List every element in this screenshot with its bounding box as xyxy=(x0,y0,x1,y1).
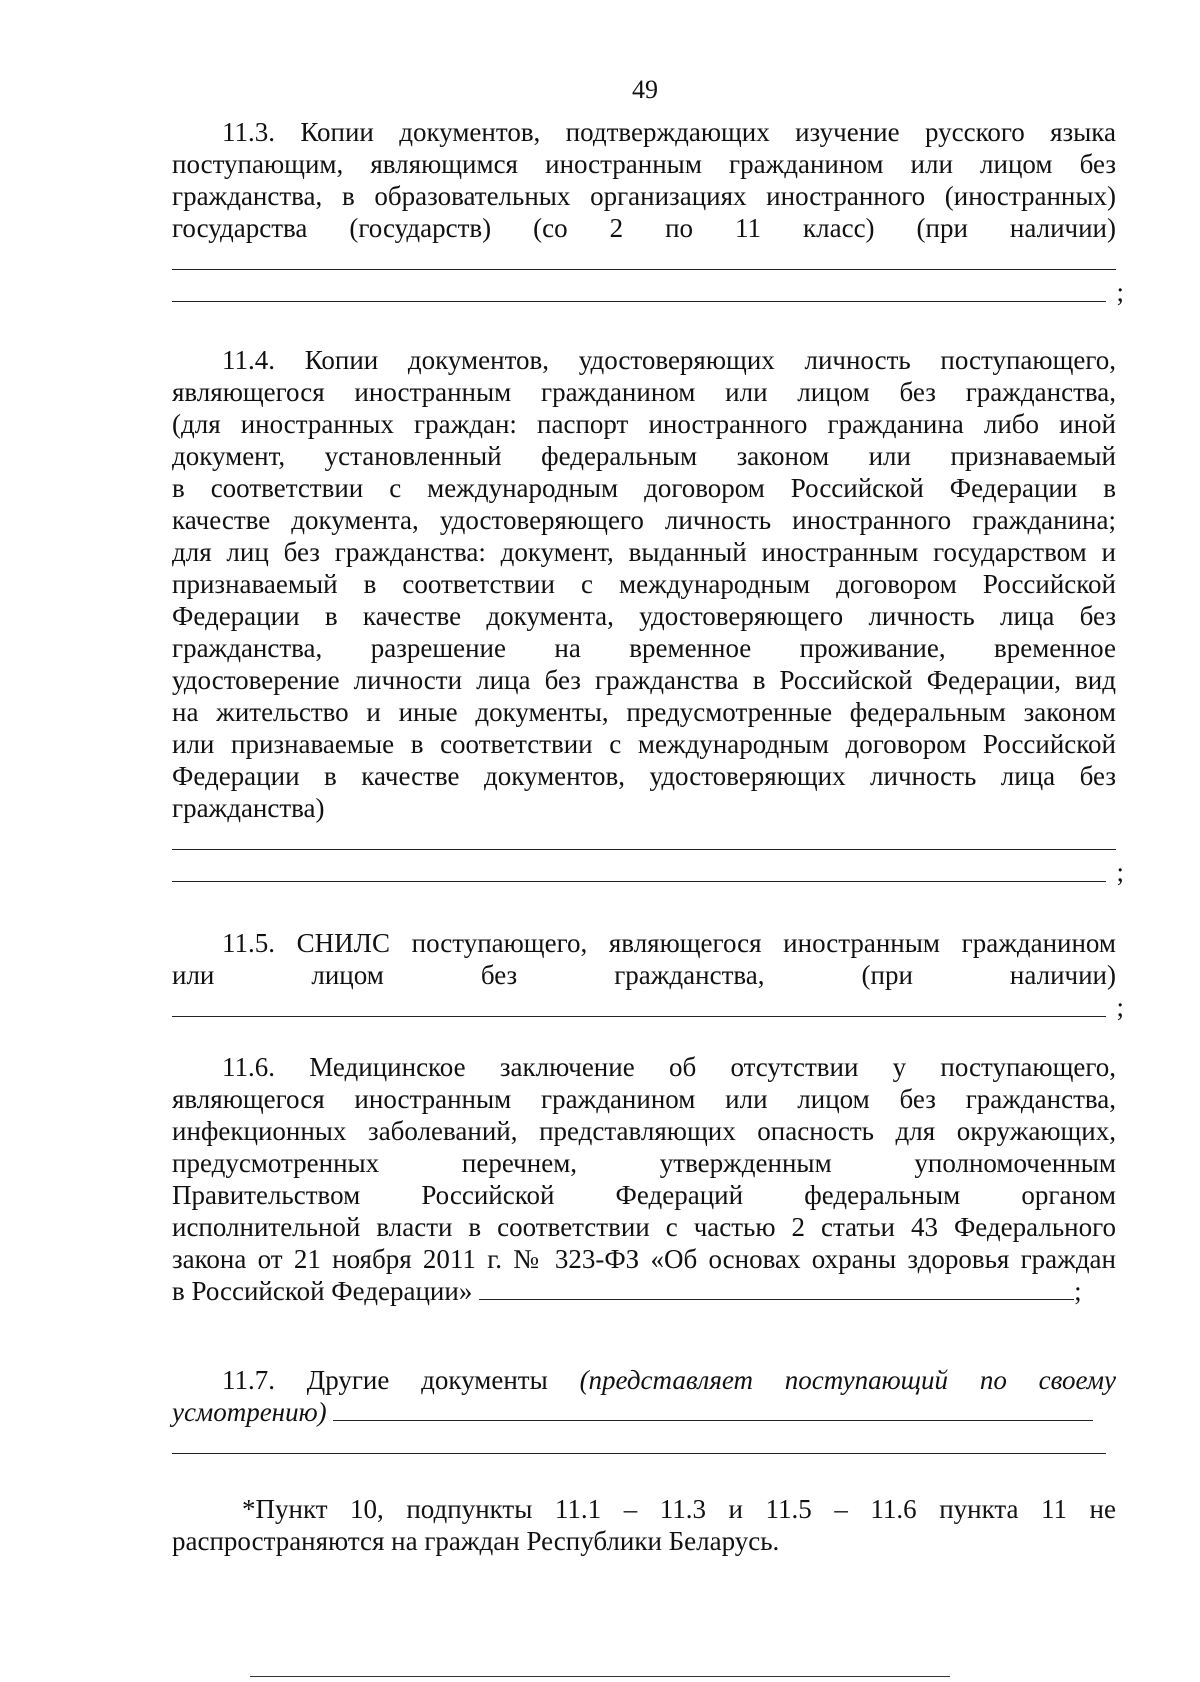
section-11-3 xyxy=(172,116,1124,308)
s114-line-12: на жительство и иные документы, предусмотренные федеральным законом xyxy=(172,697,1116,727)
page-number: 49 xyxy=(632,75,658,104)
s116-line-7: закона от 21 ноября 2011 г. № 323-ФЗ «Об основах охраны здоровья граждан xyxy=(172,1244,1116,1274)
s114-line-5: в соответствии с международным договором Российской Федерации в xyxy=(172,473,1116,503)
s117-italic-2: усмотрению) xyxy=(172,1397,327,1427)
s117-line-2 xyxy=(172,1396,1116,1428)
s115-line-2: или лицом без гражданства, (при наличии) xyxy=(172,960,1116,990)
s117-italic-1: (представляет поступающий по своему xyxy=(579,1365,1116,1395)
s116-semicolon: ; xyxy=(1074,1276,1082,1306)
section-11-6 xyxy=(172,1051,1116,1307)
s113-fill-line-2[interactable] xyxy=(172,276,1124,308)
s116-line-6: исполнительной власти в соответствии с частью 2 статьи 43 Федерального xyxy=(172,1212,1116,1242)
s115-semicolon: ; xyxy=(1116,992,1124,1022)
s114-line-14: Федерации в качестве документов, удостоверяющих личность лица без xyxy=(172,761,1116,791)
s114-line-10: гражданства, разрешение на временное проживание, временное xyxy=(172,633,1116,663)
s114-fill-line-2[interactable] xyxy=(172,856,1124,888)
s116-line-1: 11.6. Медицинское заключение об отсутствии у поступающего, xyxy=(222,1052,1116,1082)
s113-fill-line-1[interactable] xyxy=(172,244,1116,276)
s117-fill-line-2[interactable] xyxy=(172,1428,1116,1460)
s114-line-2: являющегося иностранным гражданином или лицом без гражданства, xyxy=(172,377,1116,407)
footnote-line-1: *Пункт 10, подпункты 11.1 – 11.3 и 11.5 – 11.6 пункта 11 не xyxy=(242,1494,1116,1524)
section-11-5 xyxy=(172,927,1124,1023)
s117-lead: 11.7. Другие документы xyxy=(222,1365,548,1395)
s114-line-15: гражданства) xyxy=(172,793,325,823)
s117-fill-line-1[interactable] xyxy=(333,1398,1093,1421)
s114-line-3: (для иностранных граждан: паспорт иностранного гражданина либо иной xyxy=(172,409,1116,439)
section-11-7 xyxy=(172,1364,1116,1460)
s114-line-4: документ, установленный федеральным законом или признаваемый xyxy=(172,441,1116,471)
bottom-divider xyxy=(250,1676,950,1677)
s116-line-8 xyxy=(172,1275,1116,1307)
footnote-line-2: распространяются на граждан Республики Беларусь. xyxy=(172,1526,780,1556)
s114-line-7: для лиц без гражданства: документ, выданный иностранным государством и xyxy=(172,537,1116,567)
s115-fill-line[interactable] xyxy=(172,991,1124,1023)
s116-line-8-text: в Российской Федерации» xyxy=(172,1276,473,1306)
section-11-4 xyxy=(172,344,1124,888)
s116-fill-line[interactable] xyxy=(479,1277,1074,1300)
s113-line-3: гражданства, в образовательных организациях иностранного (иностранных) xyxy=(172,181,1116,211)
s114-semicolon: ; xyxy=(1116,857,1124,887)
s116-line-5: Правительством Российской Федераций федеральным органом xyxy=(172,1180,1116,1210)
s114-line-9: Федерации в качестве документа, удостоверяющего личность лица без xyxy=(172,601,1116,631)
s114-fill-line-1[interactable] xyxy=(172,824,1116,856)
s114-line-11: удостоверение личности лица без гражданства в Российской Федерации, вид xyxy=(172,665,1116,695)
footnote xyxy=(172,1493,1116,1557)
s116-line-2: являющегося иностранным гражданином или лицом без гражданства, xyxy=(172,1084,1116,1114)
s114-line-1: 11.4. Копии документов, удостоверяющих личность поступающего, xyxy=(222,345,1116,375)
s114-line-6: качестве документа, удостоверяющего личность иностранного гражданина; xyxy=(172,505,1116,535)
s117-line-1 xyxy=(172,1364,1116,1396)
s116-line-3: инфекционных заболеваний, представляющих опасность для окружающих, xyxy=(172,1116,1116,1146)
s113-line-2: поступающим, являющимся иностранным гражданином или лицом без xyxy=(172,149,1116,179)
s113-line-4: государства (государств) (со 2 по 11 класс) (при наличии) xyxy=(172,213,1116,243)
s113-semicolon: ; xyxy=(1116,277,1124,307)
s113-line-1: 11.3. Копии документов, подтверждающих изучение русского языка xyxy=(222,117,1116,147)
s114-line-13: или признаваемые в соответствии с международным договором Российской xyxy=(172,729,1116,759)
s115-line-1: 11.5. СНИЛС поступающего, являющегося иностранным гражданином xyxy=(222,928,1116,958)
s116-line-4: предусмотренных перечнем, утвержденным уполномоченным xyxy=(172,1148,1116,1178)
s114-line-8: признаваемый в соответствии с международным договором Российской xyxy=(172,569,1116,599)
